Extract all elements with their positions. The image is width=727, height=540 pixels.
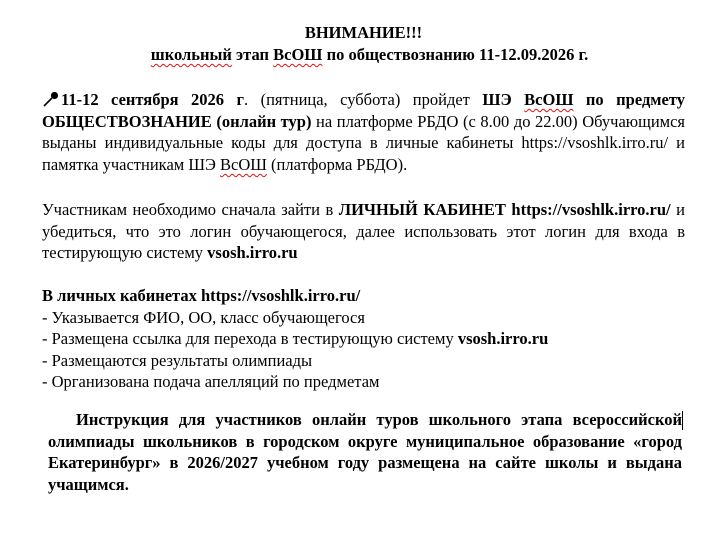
paragraph-text: и убедиться, что это логин обучающегося, далее использовать этот логин для входа в тестирующую систему	[42, 200, 685, 263]
instructions-text: Инструкция для участников онлайн туров школьного этапа всероссийской олимпиады школьников в городском округе муниципальное образование «город Екатеринбург» в 2026/2027 учебном году размещена на сайте школы и выдана учащимся.	[48, 410, 682, 494]
list-item-text: - Размещена ссылка для перехода в тестирующую систему	[42, 329, 458, 349]
paragraph-instructions	[48, 409, 682, 495]
list-item: - Указывается ФИО, ОО, класс обучающегося	[42, 307, 365, 327]
spellcheck-word: ВсОШ	[273, 45, 323, 64]
paragraph-bold: по предмету ОБЩЕСТВОЗНАНИЕ (онлайн тур)	[42, 90, 685, 131]
paragraph-text: Участникам необходимо сначала зайти в	[42, 200, 339, 219]
list-heading: В личных кабинетах https://vsoshlk.irro.ru/	[42, 286, 361, 305]
schedule-date: 11-12 сентября 2026 г	[61, 90, 245, 109]
text-cursor	[682, 411, 683, 430]
paragraph-bold: vsosh.irro.ru	[207, 243, 298, 263]
list-item-bold: vsosh.irro.ru	[457, 329, 549, 349]
paragraph-bold: ЛИЧНЫЙ КАБИНЕТ https://vsoshlk.irro.ru/	[338, 200, 671, 219]
notice-subheading	[6, 44, 727, 66]
paragraph-schedule	[42, 89, 685, 175]
paragraph-bold: ШЭ	[482, 90, 525, 109]
list-item: - Организована подача апелляций по предметам	[42, 372, 380, 392]
subheading-text: этап	[231, 45, 274, 64]
notice-heading: ВНИМАНИЕ!!!	[304, 23, 423, 42]
paragraph-login	[42, 199, 685, 264]
spellcheck-word: ВсОШ	[524, 90, 574, 109]
pushpin-icon	[42, 90, 60, 108]
paragraph-text: на платформе РБДО (с 8.00 до 22.00) Обучающимся выданы индивидуальные коды для доступа в личные кабинеты https://vsoshlk.irro.ru/ и памятка участникам ШЭ	[42, 111, 685, 174]
paragraph-text: (платформа РБДО).	[266, 154, 408, 174]
subheading-text: по обществознанию 11-12.09.2026 г.	[322, 45, 589, 64]
spellcheck-word: ВсОШ	[220, 154, 267, 174]
list-item: - Размещаются результаты олимпиады	[42, 350, 313, 370]
list-item	[42, 328, 685, 350]
paragraph-cabinet-list	[42, 285, 685, 393]
paragraph-text: . (пятница, суббота) пройдет	[244, 90, 483, 109]
spellcheck-word: школьный	[150, 45, 232, 64]
